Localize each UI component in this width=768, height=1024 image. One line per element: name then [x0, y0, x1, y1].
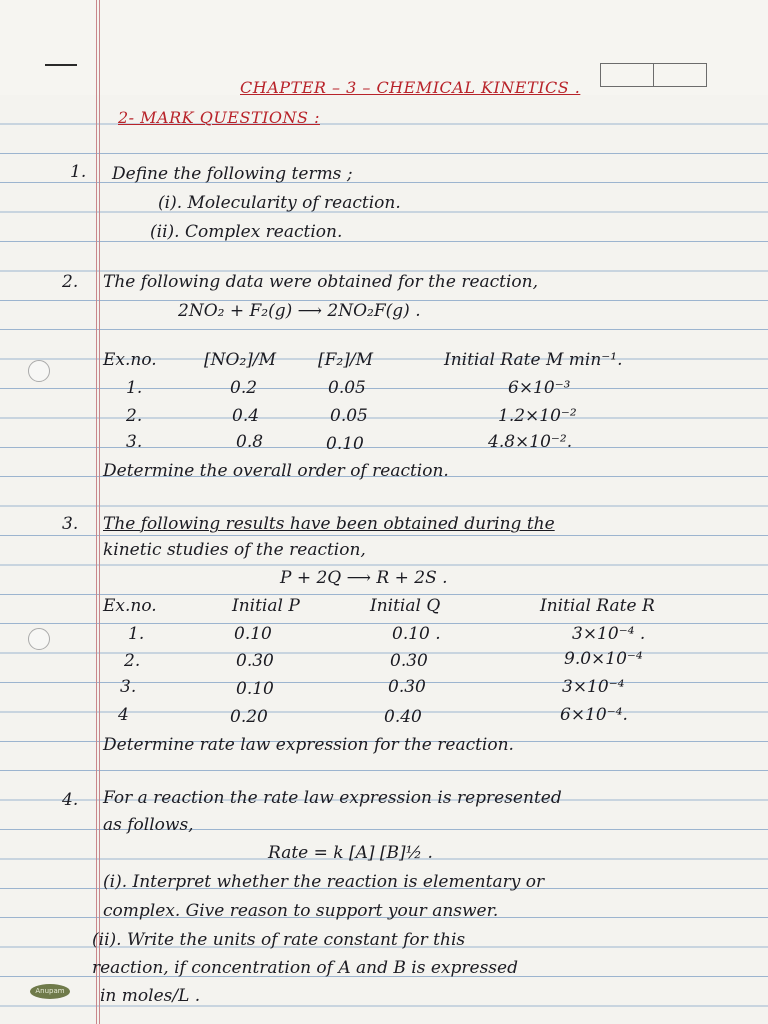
table-cell: 0.10 [234, 624, 272, 644]
table-cell: 1.2×10⁻² [498, 406, 577, 426]
table-cell: 1. [128, 624, 145, 644]
table-header: [NO₂]/M [204, 350, 277, 370]
table-header: Initial P [232, 596, 300, 616]
table-cell: 4.8×10⁻². [488, 432, 573, 452]
question-prompt: Define the following terms ; [112, 164, 353, 184]
table-cell: 0.2 [230, 378, 258, 398]
question-part: (i). Interpret whether the reaction is elementary or [103, 872, 545, 892]
page-box [653, 63, 707, 87]
question-part: reaction, if concentration of A and B is expressed [92, 958, 518, 978]
table-cell: 3. [126, 432, 143, 452]
question-part: in moles/L . [100, 986, 201, 1006]
table-cell: 0.4 [232, 406, 260, 426]
question-part: (ii). Complex reaction. [150, 222, 343, 242]
margin-line-inner [99, 0, 100, 1024]
question-text: Determine the overall order of reaction. [103, 461, 449, 481]
table-cell: 0.10 [326, 434, 364, 454]
table-header: Ex.no. [103, 350, 157, 370]
page-number-boxes [600, 63, 706, 87]
notebook-brand-logo: Anupam [30, 984, 70, 999]
punch-hole [28, 360, 50, 382]
question-part: (ii). Write the units of rate constant for this [92, 930, 466, 950]
table-header: Ex.no. [103, 596, 157, 616]
table-cell: 6×10⁻³ [508, 378, 571, 398]
question-number: 3. [62, 514, 79, 534]
question-part: complex. Give reason to support your answer. [103, 901, 499, 921]
table-cell: 3×10⁻⁴ . [572, 624, 646, 644]
table-header: Initial Q [370, 596, 441, 616]
table-cell: 0.05 [328, 378, 366, 398]
table-header: [F₂]/M [318, 350, 374, 370]
table-cell: 2. [124, 651, 141, 671]
rate-law-equation: Rate = k [A] [B]½ . [268, 843, 433, 863]
question-part: (i). Molecularity of reaction. [158, 193, 401, 213]
date-box [600, 63, 654, 87]
table-header: Initial Rate M min⁻¹. [444, 350, 623, 370]
table-cell: 0.30 [388, 677, 426, 697]
question-prompt: as follows, [103, 815, 194, 835]
reaction-equation: P + 2Q ⟶ R + 2S . [280, 568, 448, 588]
table-cell: 0.20 [230, 707, 268, 727]
margin-line [96, 0, 97, 1024]
question-text: Determine rate law expression for the reaction. [103, 735, 514, 755]
table-cell: 0.8 [236, 432, 264, 452]
question-prompt: For a reaction the rate law expression is represented [103, 788, 562, 808]
table-cell: 1. [126, 378, 143, 398]
table-header: Initial Rate R [540, 596, 655, 616]
section-title: 2- MARK QUESTIONS : [118, 108, 320, 127]
question-number: 1. [70, 162, 87, 182]
punch-hole [28, 628, 50, 650]
chapter-title: CHAPTER – 3 – CHEMICAL KINETICS . [240, 78, 581, 97]
question-prompt: The following results have been obtained during the [103, 514, 555, 534]
table-cell: 0.40 [384, 707, 422, 727]
table-cell: 6×10⁻⁴. [560, 705, 628, 725]
table-cell: 0.30 [390, 651, 428, 671]
question-number: 2. [62, 272, 79, 292]
reaction-equation: 2NO₂ + F₂(g) ⟶ 2NO₂F(g) . [178, 301, 421, 321]
table-cell: 0.30 [236, 651, 274, 671]
table-cell: 0.05 [330, 406, 368, 426]
table-cell: 4 [118, 705, 129, 725]
table-cell: 3×10⁻⁴ [562, 677, 625, 697]
question-prompt: The following data were obtained for the reaction, [103, 272, 539, 292]
table-cell: 9.0×10⁻⁴ [564, 649, 643, 669]
question-prompt: kinetic studies of the reaction, [103, 540, 366, 560]
table-cell: 2. [126, 406, 143, 426]
table-cell: 3. [120, 677, 137, 697]
table-cell: 0.10 . [392, 624, 441, 644]
table-cell: 0.10 [236, 679, 274, 699]
question-number: 4. [62, 790, 79, 810]
pen-dash-mark [45, 64, 77, 66]
